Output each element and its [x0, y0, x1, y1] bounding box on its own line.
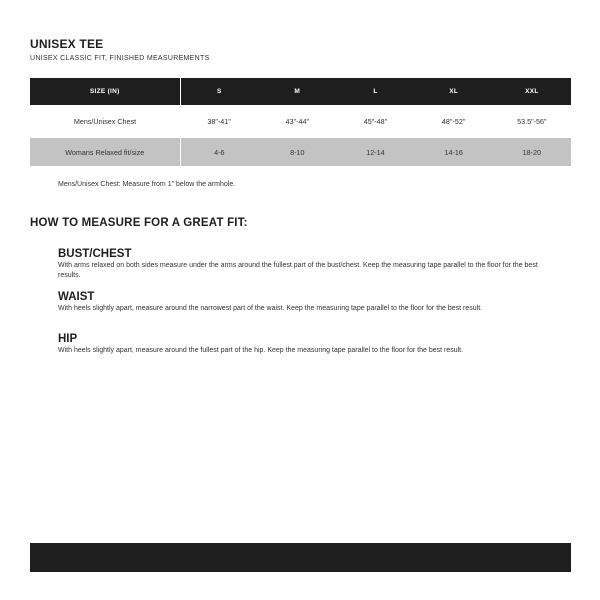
- column-header-xxl: XXL: [493, 78, 571, 105]
- table-cell: 12-14: [336, 138, 414, 166]
- table-header-row: [30, 78, 571, 105]
- table-cell: 38"-41": [180, 105, 258, 138]
- table-row: [30, 138, 571, 166]
- table-cell: 14-16: [415, 138, 493, 166]
- table-cell: 48"-52": [415, 105, 493, 138]
- section-title: HIP: [58, 333, 78, 345]
- column-header-s: S: [180, 78, 258, 105]
- section-hip: [58, 333, 538, 356]
- page-title: UNISEX TEE: [30, 37, 104, 51]
- column-header-l: L: [336, 78, 414, 105]
- table-row: [30, 105, 571, 138]
- section-title: WAIST: [58, 291, 95, 303]
- table-cell: 8-10: [258, 138, 336, 166]
- section-text: With heels slightly apart, measure around the narrowest part of the waist. Keep the measuring tape parallel to the floor for the best result.: [58, 305, 483, 312]
- section-text: With heels slightly apart, measure around the fullest part of the hip. Keep the measuring tape parallel to the floor for the best result.: [58, 347, 464, 354]
- page-subtitle: UNISEX CLASSIC FIT, FINISHED MEASUREMENTS: [30, 55, 210, 62]
- footer-bar: [30, 543, 571, 572]
- column-header-xl: XL: [415, 78, 493, 105]
- section-waist: [58, 291, 538, 314]
- row-label: Womans Relaxed fit/size: [30, 138, 180, 166]
- section-title: BUST/CHEST: [58, 248, 132, 260]
- section-text: With arms relaxed on both sides measure under the arms around the fullest part of the bust/chest. Keep the measuring tape parallel to the floor for the best results.: [58, 262, 538, 279]
- section-bust-chest: [58, 248, 538, 280]
- table-cell: 53.5"-56": [493, 105, 571, 138]
- row-label: Mens/Unisex Chest: [30, 105, 180, 138]
- size-chart-table: [30, 78, 571, 166]
- measurement-note: Mens/Unisex Chest: Measure from 1" below the armhole.: [58, 181, 236, 188]
- table-cell: 4-6: [180, 138, 258, 166]
- column-header-m: M: [258, 78, 336, 105]
- table-cell: 18-20: [493, 138, 571, 166]
- table-cell: 43"-44": [258, 105, 336, 138]
- column-header-size: SIZE (IN): [30, 78, 180, 105]
- table-cell: 45"-48": [336, 105, 414, 138]
- how-to-measure-heading: HOW TO MEASURE FOR A GREAT FIT:: [30, 217, 248, 229]
